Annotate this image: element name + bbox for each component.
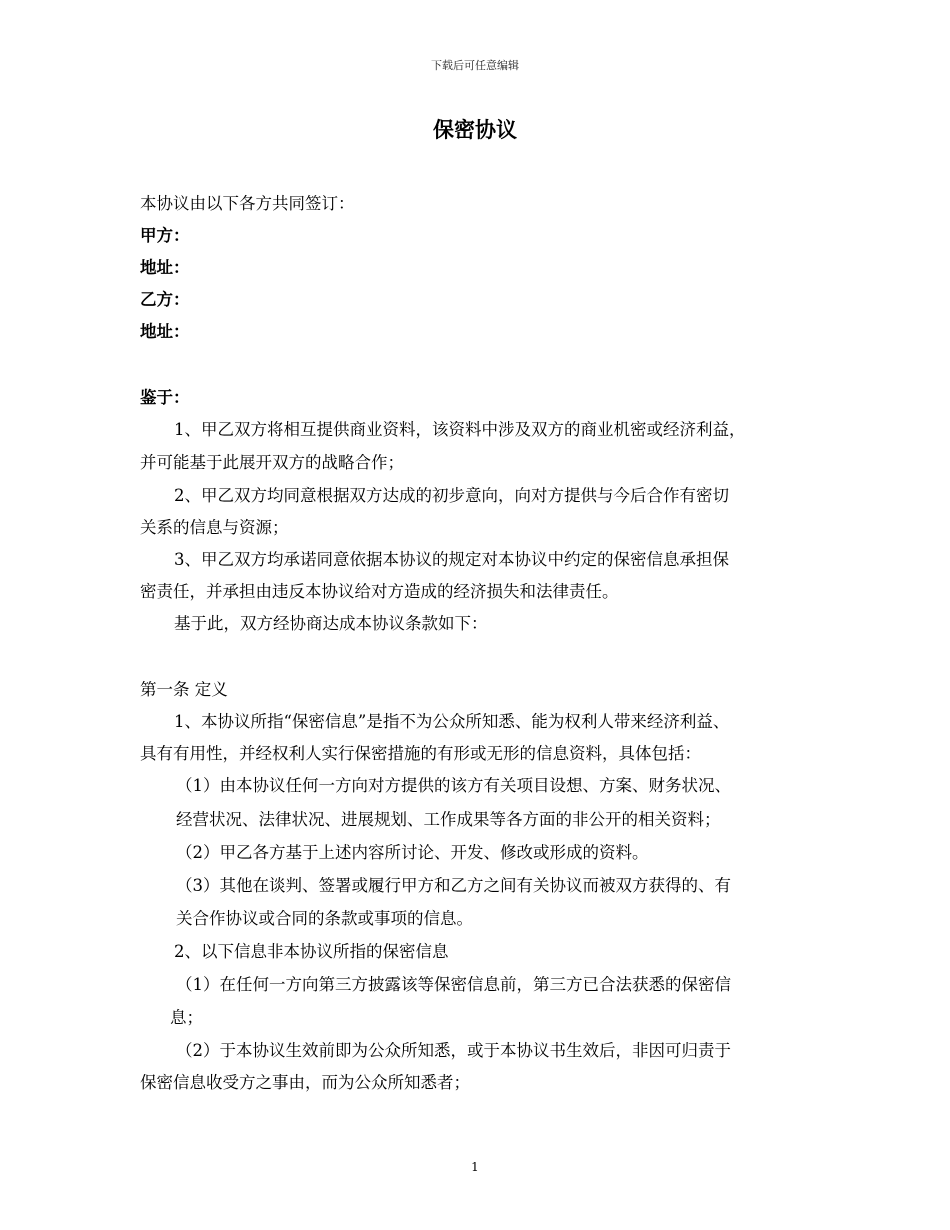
article-1-title: 第一条 定义 — [140, 680, 228, 699]
address-a-label: 地址： — [140, 258, 190, 277]
page-number: 1 — [471, 1160, 479, 1174]
definition-1-line-1: 1、本协议所指“保密信息”是指不为公众所知悉、能为权利人带来经济利益、 — [174, 712, 730, 731]
whereas-label: 鉴于： — [140, 388, 190, 407]
whereas-1-line-2: 并可能基于此展开双方的战略合作； — [140, 453, 404, 472]
address-b-label: 地址： — [140, 322, 190, 341]
whereas-2-line-2: 关系的信息与资源； — [140, 518, 289, 537]
item-3-line-1: （3）其他在谈判、签署或履行甲方和乙方之间有关协议而被双方获得的、有 — [176, 876, 731, 895]
document-title: 保密协议 — [433, 118, 517, 142]
definition-2-line: 2、以下信息非本协议所指的保密信息 — [174, 942, 449, 961]
exclusion-1-line-1: （1）在任何一方向第三方披露该等保密信息前，第三方已合法获悉的保密信 — [176, 975, 731, 994]
whereas-3-line-1: 3、甲乙双方均承诺同意依据本协议的规定对本协议中约定的保密信息承担保 — [174, 550, 729, 569]
intro-line: 本协议由以下各方共同签订： — [140, 194, 355, 213]
item-3-line-2: 关合作协议或合同的条款或事项的信息。 — [176, 909, 473, 928]
definition-1-line-2: 具有有用性，并经权利人实行保密措施的有形或无形的信息资料，具体包括： — [140, 744, 701, 763]
whereas-2-line-1: 2、甲乙双方均同意根据双方达成的初步意向，向对方提供与今后合作有密切 — [174, 486, 729, 505]
item-2-line: （2）甲乙各方基于上述内容所讨论、开发、修改或形成的资料。 — [176, 843, 649, 862]
party-a-label: 甲方： — [140, 226, 190, 245]
item-1-line-1: （1）由本协议任何一方向对方提供的该方有关项目设想、方案、财务状况、 — [176, 776, 731, 795]
whereas-1-line-1: 1、甲乙双方将相互提供商业资料，该资料中涉及双方的商业机密或经济利益， — [174, 420, 746, 439]
header-note: 下载后可任意编辑 — [431, 59, 519, 72]
therefore-line: 基于此，双方经协商达成本协议条款如下： — [174, 614, 488, 633]
exclusion-1-line-2: 息； — [170, 1008, 203, 1027]
exclusion-2-line-1: （2）于本协议生效前即为公众所知悉，或于本协议书生效后，非因可归责于 — [176, 1041, 731, 1060]
exclusion-2-line-2: 保密信息收受方之事由，而为公众所知悉者； — [140, 1073, 470, 1092]
party-b-label: 乙方： — [140, 290, 190, 309]
item-1-line-2: 经营状况、法律状况、进展规划、工作成果等各方面的非公开的相关资料； — [176, 810, 721, 829]
whereas-3-line-2: 密责任，并承担由违反本协议给对方造成的经济损失和法律责任。 — [140, 582, 619, 601]
